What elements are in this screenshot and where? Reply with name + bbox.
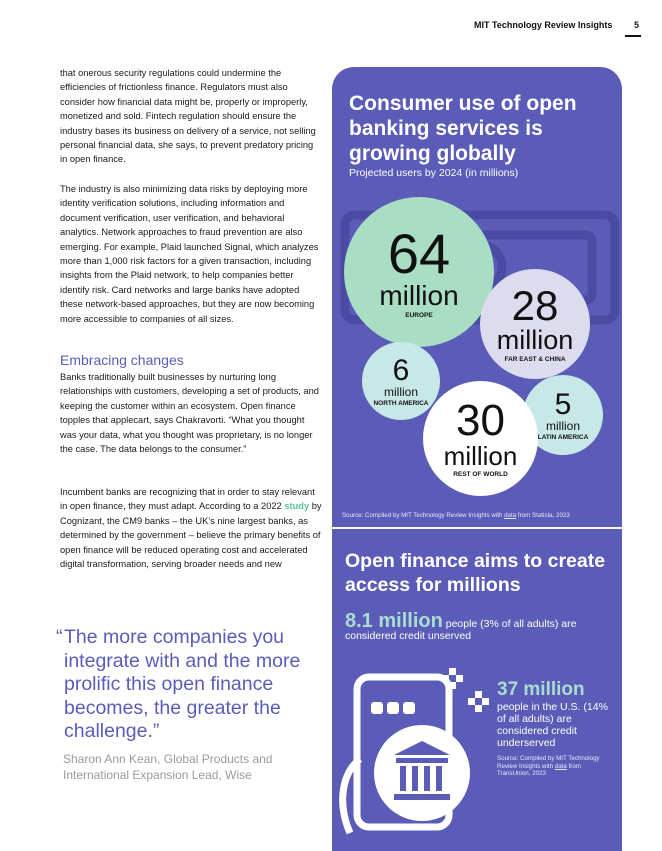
bubble-europe-label: EUROPE	[405, 311, 433, 319]
stat-credit-unserved-text: people (3% of all adults) are considered credit unserved	[345, 618, 577, 642]
bubble-rest-of-world	[423, 381, 538, 496]
bubble-far-east-label: FAR EAST & CHINA	[504, 356, 566, 363]
stat-source-text-a: Source: Compiled by MIT Technology Review Insights with	[497, 755, 600, 770]
bubble-far-east-unit: million	[496, 325, 574, 355]
stat-credit-unserved-value: 8.1 million	[345, 610, 443, 632]
chart-source-text-a: Source: Compiled by MIT Technology Review Insights with	[342, 512, 503, 519]
quote-text: The more companies you integrate with and the more prolific this open finance becomes, the greater the challenge.”	[64, 626, 301, 742]
page-number-rule	[625, 35, 641, 37]
stat-credit-underserved-text: people in the U.S. (14% of all adults) are considered credit underserved	[497, 701, 608, 749]
page-number: 5	[634, 20, 640, 30]
body-paragraph-4	[60, 485, 322, 571]
stat-source	[497, 755, 612, 778]
publication-name: MIT Technology Review Insights	[474, 20, 613, 30]
section-heading: Embracing changes	[60, 352, 184, 368]
chart-source	[342, 512, 570, 519]
stat-credit-unserved	[345, 610, 620, 642]
bubble-rest-of-world-unit: million	[443, 441, 518, 471]
bubble-europe-value: 64	[387, 221, 451, 285]
transunion-data-link[interactable]: data	[554, 762, 567, 770]
mobile-banking-icon	[332, 663, 497, 851]
quote-mark: “	[56, 626, 63, 648]
bubble-north-america-value: 6	[392, 353, 410, 387]
bubble-far-east-value: 28	[511, 282, 559, 329]
stat-credit-underserved-value: 37 million	[497, 679, 585, 700]
bubble-latin-america-value: 5	[554, 387, 572, 421]
quote-attribution: Sharon Ann Kean, Global Products and International Expansion Lead, Wise	[63, 752, 273, 782]
stat-source-text-b: from TransUnion, 2023	[497, 762, 581, 777]
panel-divider	[332, 527, 622, 529]
statista-data-link[interactable]: data	[504, 512, 517, 519]
body-paragraph-2: The industry is also minimizing data risks by deploying more identity verification solutions, including information and document verification, user verification, and behavioral analytics. Network approaches to fraud prevention are also emerging. For example, Plaid launched Signal, which analyzes more than 1,000 risk factors for a given transaction, including insights from the Plaid network, to help companies better identify risk. Card networks and large banks have adopted these network-based approaches, but they are now becoming more accessible to companies of all sizes.	[60, 184, 319, 324]
bubble-far-east	[480, 269, 590, 379]
bubble-rest-of-world-label: REST OF WORLD	[453, 471, 508, 478]
paragraph-4-text-a: Incumbent banks are recognizing that in order to stay relevant in open finance, they must adapt. According to a 2022	[60, 487, 315, 512]
chart-source-text-b: from Statista, 2023	[517, 512, 570, 519]
infographic-subtitle: Projected users by 2024 (in millions)	[349, 167, 519, 179]
bubble-latin-america-label: LATIN AMERICA	[537, 433, 589, 441]
infographic-panel	[332, 67, 622, 851]
body-paragraph-1: that onerous security regulations could undermine the efficiencies of frictionless finance. Regulators must also consider how financial data might be, properly or improperly, monetized and sold. Fintech regulation should ensure the industry bases its business on delivery of a service, not selling personal financial data, she says, to prevent predatory pricing in open finance.	[60, 68, 316, 165]
bubble-north-america-unit: million	[383, 384, 418, 399]
study-link[interactable]: study	[284, 501, 310, 512]
bubble-europe	[344, 197, 494, 347]
bubble-europe-unit: million	[379, 279, 459, 311]
bubble-north-america	[362, 342, 440, 420]
bubble-latin-america-unit: million	[545, 418, 580, 433]
paragraph-4-text-b: by Cognizant, the CM9 banks – the UK’s nine largest banks, as determined by the government – believe the primary benefits of open finance will be reduced operating cost and accelerated digital transformation, serving broader needs and new	[60, 501, 322, 570]
infographic-title: Consumer use of open banking services is growing globally	[349, 92, 577, 165]
bubble-north-america-label: NORTH AMERICA	[373, 399, 429, 407]
section-title-open-finance: Open finance aims to create access for millions	[345, 550, 606, 596]
pull-quote	[56, 626, 331, 744]
body-paragraph-3: Banks traditionally built businesses by nurturing long relationships with customers, developing a set of products, and keeping the customer within an ecosystem. Open finance topples that applecart, says Chakravorti. “What you thought was your data, what you thought was proprietary, is no longer the case. The data belongs to the consumer.”	[60, 372, 319, 455]
bubble-rest-of-world-value: 30	[456, 396, 505, 445]
